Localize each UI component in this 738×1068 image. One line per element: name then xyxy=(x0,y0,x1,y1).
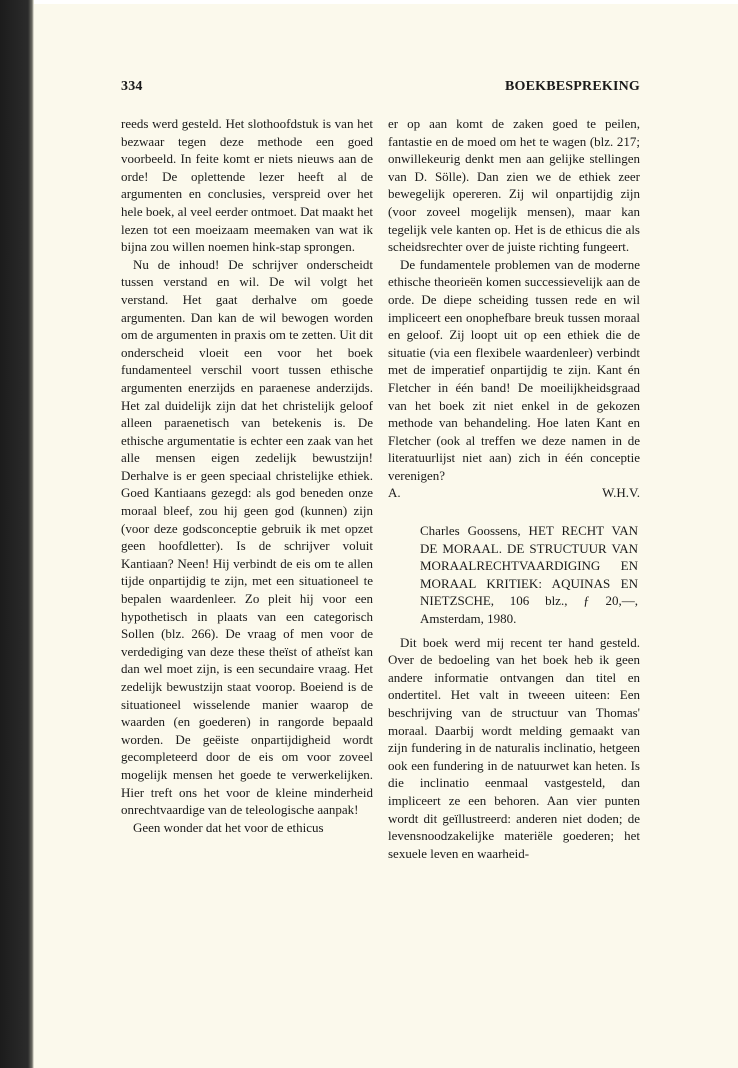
right-column xyxy=(388,115,640,862)
bibliographic-entry xyxy=(420,522,638,628)
scan-left-edge xyxy=(0,0,34,1068)
paragraph: Nu de inhoud! De schrijver onderscheidt tussen verstand en wil. De wil volgt het verstand. Het gaat derhalve om goede argumenten. Dan kan de wil bewogen worden om de argumenten in praxis om te zetten. Uit dit onderscheid vloeit een voor het boek fundamenteel verschil voort tussen ethische argumenten enerzijds en paraenese anderzijds. Het zal duidelijk zijn dat het christelijk geloof alleen paraenetisch van betekenis is. De ethische argumentatie is echter een zaak van het alle mensen eigen zedelijk bewustzijn! Derhalve is er geen speciaal christelijke ethiek. Goed Kantiaans gezegd: als god beneden onze moraal bleef, zou hij geen god (kunnen) zijn (voor deze godsconceptie gebruik ik met opzet geen hoofdletter). Is de schrijver voluit Kantiaan? Neen! Hij verbindt de eis om te allen tijde onpartijdig te zijn, met een situationeel te bepalen waardenleer. Zo pleit hij voor een hypothetisch in plaats van een categorisch Sollen (blz. 266). De vraag of men voor de verdediging van deze these theïst of atheïst kan dan wel moet zijn, is een secundaire vraag. Het zedelijk bewustzijn staat voorop. Boeiend is de situationeel wisselende manier waarop de waarden (en goederen) in rangorde bepaald worden. De geëiste onpartijdigheid wordt gecompleteerd door de eis om voor zoveel mogelijk mensen het goede te verwerkelijken. Hier treft ons het voor de kleine minderheid onrechtvaardige van de teleologische aanpak! xyxy=(121,256,373,818)
paragraph: er op aan komt de zaken goed te peilen, fantastie en de moed om het te wagen (blz. 217; onwillekeurig denkt men aan gelijke stellingen van D. Sölle). Dan zien we de ethiek zeer bewegelijk opereren. Zij wil onpartijdig zijn (voor zoveel mogelijk mensen), maar kan tegelijk vele kanten op. Het is de ethicus die als scheidsrechter over de juiste richting fungeert. xyxy=(388,116,640,255)
book-reference: Charles Goossens, HET RECHT VAN DE MORAAL. DE STRUCTUUR VAN MORAALRECHTVAARDIGING EN MORAAL KRITIEK: AQUINAS EN NIETZSCHE, 106 blz., ƒ 20,—, Amsterdam, 1980. xyxy=(420,523,638,627)
paragraph: Dit boek werd mij recent ter hand gesteld. Over de bedoeling van het boek heb ik geen andere informatie ontvangen dan titel en ondertitel. Het valt in tweeen uiteen: Een beschrijving van de structuur van Thomas' moraal. Daarbij wordt melding gemaakt van zijn fundering in de naturalis inclinatio, hetgeen ook een fundering in de natuurwet kan heten. Is die inclinatio eenmaal vastgesteld, dan impliceert ze een behoren. Aan vier punten wordt dit geïllustreerd: anderen niet doden; de levensnoodzakelijke materiële goederen; het sexuele leven en waarheid- xyxy=(388,634,640,861)
signature-author: W.H.V. xyxy=(602,485,640,501)
paragraph: Geen wonder dat het voor de ethicus xyxy=(133,819,324,835)
left-column xyxy=(121,115,373,836)
page-number: 334 xyxy=(121,79,143,94)
paragraph: reeds werd gesteld. Het slothoofdstuk is van het bezwaar tegen deze methode een goed voorbeeld. In feite komt er niets nieuws aan de orde! De oplettende lezer heeft al de argumenten en conclusies, verspreid over het hele boek, al veel eerder ontmoet. Dat maakt het lezen tot een moeizaam meemaken van wat ik bijna zou willen noemen hink-stap sprongen. xyxy=(121,116,373,255)
paragraph: De fundamentele problemen van de moderne ethische theorieën komen successievelijk aan de orde. De diepe scheiding tussen rede en wil impliceert een onophefbare breuk tussen moraal en geloof. Zij loopt uit op een ethiek die de situatie (via een flexibele waardenleer) verbindt met de imperatief onpartijdig te zijn. Kant én Fletcher in één band! De moeilijkheidsgraad van het boek zit niet enkel in de gekozen methode van behandeling. Hoe laten Kant en Fletcher (ook al treffen we deze namen in de literatuurlijst niet aan) zich in één conceptie verenigen? xyxy=(388,256,640,483)
signature-initial: A. xyxy=(388,485,401,501)
review-signature xyxy=(388,484,640,502)
running-head: BOEKBESPREKING xyxy=(504,79,640,94)
